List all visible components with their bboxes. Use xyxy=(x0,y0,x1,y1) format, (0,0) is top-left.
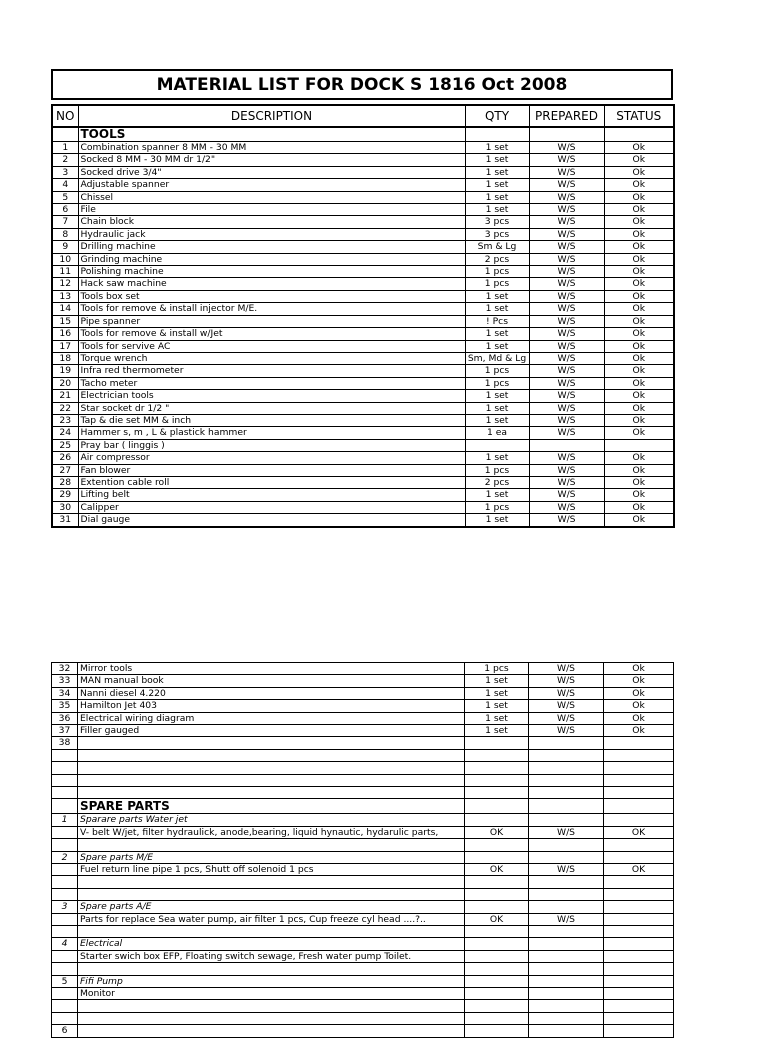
row-prepared: W/S xyxy=(529,266,604,278)
row-no: 28 xyxy=(52,476,78,488)
row-prepared: W/S xyxy=(529,328,604,340)
row-description: Mirror tools xyxy=(78,663,465,675)
row-description: Combination spanner 8 MM - 30 MM xyxy=(78,142,465,154)
spare-no: 3 xyxy=(52,901,78,913)
row-no: 36 xyxy=(52,712,78,724)
row-description: Polishing machine xyxy=(78,266,465,278)
row-qty: 1 pcs xyxy=(465,464,529,476)
table-row xyxy=(52,700,674,712)
empty-row xyxy=(52,749,674,761)
table-row xyxy=(52,464,674,476)
header-prepared: PREPARED xyxy=(529,105,604,127)
spare-item-row xyxy=(52,988,674,1000)
spare-no: 4 xyxy=(52,938,78,950)
row-status: Ok xyxy=(604,712,674,724)
spare-item-row xyxy=(52,913,674,925)
tools-continued-table xyxy=(51,662,674,1038)
row-prepared xyxy=(529,439,604,451)
table-row xyxy=(52,737,674,749)
row-no: 25 xyxy=(52,439,78,451)
row-prepared: W/S xyxy=(529,675,604,687)
row-qty: 1 pcs xyxy=(465,266,529,278)
row-description: Lifting belt xyxy=(78,489,465,501)
row-qty: 1 set xyxy=(465,390,529,402)
row-prepared: W/S xyxy=(529,712,604,724)
tools-body xyxy=(52,127,674,527)
row-prepared xyxy=(529,737,604,749)
header-row xyxy=(52,105,674,127)
header-no: NO xyxy=(52,105,78,127)
row-status: Ok xyxy=(604,179,674,191)
row-no: 2 xyxy=(52,154,78,166)
row-no: 12 xyxy=(52,278,78,290)
row-no: 27 xyxy=(52,464,78,476)
row-status: Ok xyxy=(604,687,674,699)
row-status: Ok xyxy=(604,700,674,712)
row-description: Star socket dr 1/2 " xyxy=(78,402,465,414)
row-qty: 3 pcs xyxy=(465,228,529,240)
table-row xyxy=(52,687,674,699)
row-prepared: W/S xyxy=(529,663,604,675)
row-status: Ok xyxy=(604,303,674,315)
row-no: 37 xyxy=(52,725,78,737)
spare-status: OK xyxy=(604,826,674,838)
table-row xyxy=(52,675,674,687)
row-description: File xyxy=(78,204,465,216)
row-qty: 1 set xyxy=(465,452,529,464)
row-description: Tools for servive AC xyxy=(78,340,465,352)
row-qty: 1 set xyxy=(465,191,529,203)
row-prepared: W/S xyxy=(529,303,604,315)
row-description: Chissel xyxy=(78,191,465,203)
spare-group-row xyxy=(52,1025,674,1037)
spare-no: 6 xyxy=(52,1025,78,1037)
row-description: Nanni diesel 4.220 xyxy=(78,687,465,699)
row-prepared: W/S xyxy=(529,390,604,402)
spare-title: Fifi Pump xyxy=(78,975,465,987)
row-no: 22 xyxy=(52,402,78,414)
row-no: 24 xyxy=(52,427,78,439)
table-row xyxy=(52,154,674,166)
spare-prepared: W/S xyxy=(529,826,604,838)
table-row xyxy=(52,191,674,203)
table-row xyxy=(52,253,674,265)
row-description: Hack saw machine xyxy=(78,278,465,290)
row-description: Tools for remove & install injector M/E. xyxy=(78,303,465,315)
table-row xyxy=(52,501,674,513)
spare-title: Sparare parts Water jet xyxy=(78,814,465,826)
header-description: DESCRIPTION xyxy=(78,105,465,127)
spare-desc: V- belt W/jet, filter hydraulick, anode,bearing, liquid hynautic, hydarulic parts, xyxy=(78,826,465,838)
row-prepared: W/S xyxy=(529,142,604,154)
spare-group-row xyxy=(52,938,674,950)
row-qty: 1 set xyxy=(465,204,529,216)
row-no: 33 xyxy=(52,675,78,687)
row-prepared: W/S xyxy=(529,514,604,527)
row-description: Tap & die set MM & inch xyxy=(78,414,465,426)
row-description: Dial gauge xyxy=(78,514,465,527)
row-qty: 1 set xyxy=(465,166,529,178)
spare-prepared: W/S xyxy=(529,913,604,925)
row-status: Ok xyxy=(604,228,674,240)
table-row xyxy=(52,489,674,501)
table-row xyxy=(52,241,674,253)
empty-row xyxy=(52,787,674,799)
table-row xyxy=(52,712,674,724)
empty-row xyxy=(52,774,674,786)
row-no: 7 xyxy=(52,216,78,228)
row-prepared: W/S xyxy=(529,489,604,501)
row-status: Ok xyxy=(604,352,674,364)
row-status: Ok xyxy=(604,663,674,675)
table-row xyxy=(52,365,674,377)
row-prepared: W/S xyxy=(529,464,604,476)
row-description: Electrician tools xyxy=(78,390,465,402)
row-no: 10 xyxy=(52,253,78,265)
spare-status: OK xyxy=(604,864,674,876)
row-prepared: W/S xyxy=(529,278,604,290)
row-no: 15 xyxy=(52,315,78,327)
row-qty: 1 set xyxy=(465,675,529,687)
row-prepared: W/S xyxy=(529,501,604,513)
row-status: Ok xyxy=(604,725,674,737)
spare-item-row xyxy=(52,864,674,876)
table-row xyxy=(52,179,674,191)
row-prepared: W/S xyxy=(529,179,604,191)
spare-desc: Monitor xyxy=(78,988,465,1000)
row-no: 14 xyxy=(52,303,78,315)
row-description: Adjustable spanner xyxy=(78,179,465,191)
table-row xyxy=(52,476,674,488)
row-status: Ok xyxy=(604,489,674,501)
row-qty xyxy=(465,737,529,749)
table-row xyxy=(52,340,674,352)
spare-no: 2 xyxy=(52,851,78,863)
row-prepared: W/S xyxy=(529,377,604,389)
row-qty: 1 pcs xyxy=(465,501,529,513)
row-description: Grinding machine xyxy=(78,253,465,265)
table-row xyxy=(52,352,674,364)
spare-qty: OK xyxy=(465,913,529,925)
row-status: Ok xyxy=(604,315,674,327)
row-status: Ok xyxy=(604,514,674,527)
row-qty: Sm & Lg xyxy=(465,241,529,253)
row-no: 29 xyxy=(52,489,78,501)
empty-row xyxy=(52,963,674,975)
row-qty: 3 pcs xyxy=(465,216,529,228)
row-no: 11 xyxy=(52,266,78,278)
row-no: 20 xyxy=(52,377,78,389)
row-qty: 1 set xyxy=(465,154,529,166)
row-description: Hydraulic jack xyxy=(78,228,465,240)
row-qty: ! Pcs xyxy=(465,315,529,327)
table-row xyxy=(52,663,674,675)
row-description: MAN manual book xyxy=(78,675,465,687)
spare-no: 5 xyxy=(52,975,78,987)
empty-row xyxy=(52,876,674,888)
row-status: Ok xyxy=(604,377,674,389)
row-prepared: W/S xyxy=(529,687,604,699)
row-status: Ok xyxy=(604,340,674,352)
row-qty: 1 ea xyxy=(465,427,529,439)
row-description: Tools box set xyxy=(78,290,465,302)
table-row xyxy=(52,328,674,340)
spare-group-row xyxy=(52,851,674,863)
row-prepared: W/S xyxy=(529,241,604,253)
row-prepared: W/S xyxy=(529,452,604,464)
table-row xyxy=(52,166,674,178)
table-row xyxy=(52,414,674,426)
row-description: Extention cable roll xyxy=(78,476,465,488)
empty-row xyxy=(52,1012,674,1024)
row-qty: 1 set xyxy=(465,514,529,527)
table-row xyxy=(52,439,674,451)
row-qty: 2 pcs xyxy=(465,476,529,488)
row-prepared: W/S xyxy=(529,315,604,327)
row-status: Ok xyxy=(604,476,674,488)
row-status: Ok xyxy=(604,328,674,340)
row-prepared: W/S xyxy=(529,700,604,712)
row-status: Ok xyxy=(604,501,674,513)
table-row xyxy=(52,290,674,302)
row-no: 34 xyxy=(52,687,78,699)
table-row xyxy=(52,427,674,439)
row-prepared: W/S xyxy=(529,352,604,364)
row-no: 21 xyxy=(52,390,78,402)
row-status: Ok xyxy=(604,390,674,402)
spare-desc: Starter swich box EFP, Floating switch sewage, Fresh water pump Toilet. xyxy=(78,950,465,962)
table-row xyxy=(52,204,674,216)
table-row xyxy=(52,402,674,414)
row-no: 8 xyxy=(52,228,78,240)
spare-item-row xyxy=(52,950,674,962)
row-status: Ok xyxy=(604,402,674,414)
tools-table xyxy=(51,104,675,528)
row-prepared: W/S xyxy=(529,725,604,737)
row-qty: 1 set xyxy=(465,179,529,191)
spare-title: Spare parts M/E xyxy=(78,851,465,863)
empty-row xyxy=(52,762,674,774)
table-row xyxy=(52,278,674,290)
table-row xyxy=(52,390,674,402)
row-prepared: W/S xyxy=(529,414,604,426)
row-description: Hammer s, m , L & plastick hammer xyxy=(78,427,465,439)
row-status: Ok xyxy=(604,427,674,439)
row-description: Infra red thermometer xyxy=(78,365,465,377)
empty-row xyxy=(52,1000,674,1012)
table-row xyxy=(52,725,674,737)
row-qty: 1 set xyxy=(465,303,529,315)
section-status-cell xyxy=(604,127,674,142)
row-status: Ok xyxy=(604,290,674,302)
row-qty: 1 set xyxy=(465,328,529,340)
spare-desc: Fuel return line pipe 1 pcs, Shutt off solenoid 1 pcs xyxy=(78,864,465,876)
row-description: Socked drive 3/4" xyxy=(78,166,465,178)
row-status xyxy=(604,439,674,451)
row-no: 19 xyxy=(52,365,78,377)
row-prepared: W/S xyxy=(529,365,604,377)
row-no: 16 xyxy=(52,328,78,340)
row-status: Ok xyxy=(604,452,674,464)
row-no: 32 xyxy=(52,663,78,675)
row-qty: 1 pcs xyxy=(465,278,529,290)
row-no: 31 xyxy=(52,514,78,527)
row-no: 1 xyxy=(52,142,78,154)
row-no: 38 xyxy=(52,737,78,749)
row-description: Electrical wiring diagram xyxy=(78,712,465,724)
section-tools-label: TOOLS xyxy=(78,127,465,142)
row-description: Hamilton Jet 403 xyxy=(78,700,465,712)
spare-parts-body xyxy=(52,749,674,1037)
row-description: Tacho meter xyxy=(78,377,465,389)
row-description: Calipper xyxy=(78,501,465,513)
row-qty: 1 set xyxy=(465,340,529,352)
row-status: Ok xyxy=(604,241,674,253)
row-description: Pipe spanner xyxy=(78,315,465,327)
section-prep-cell xyxy=(529,127,604,142)
row-prepared: W/S xyxy=(529,166,604,178)
row-prepared: W/S xyxy=(529,290,604,302)
row-qty: 1 pcs xyxy=(465,365,529,377)
row-prepared: W/S xyxy=(529,476,604,488)
row-no: 35 xyxy=(52,700,78,712)
row-no: 5 xyxy=(52,191,78,203)
spare-qty: OK xyxy=(465,864,529,876)
row-status: Ok xyxy=(604,166,674,178)
section-row xyxy=(52,799,674,814)
spare-group-row xyxy=(52,814,674,826)
row-description: Tools for remove & install w/Jet xyxy=(78,328,465,340)
row-description: Pray bar ( linggis ) xyxy=(78,439,465,451)
row-status: Ok xyxy=(604,464,674,476)
section-qty-cell xyxy=(465,127,529,142)
row-status: Ok xyxy=(604,204,674,216)
table-row xyxy=(52,303,674,315)
row-qty: 1 set xyxy=(465,700,529,712)
spare-qty: OK xyxy=(465,826,529,838)
row-description: Filler gauged xyxy=(78,725,465,737)
spare-prepared: W/S xyxy=(529,864,604,876)
row-qty: 1 set xyxy=(465,402,529,414)
section-row xyxy=(52,127,674,142)
row-no: 13 xyxy=(52,290,78,302)
spare-no: 1 xyxy=(52,814,78,826)
table-row xyxy=(52,315,674,327)
row-qty: 1 set xyxy=(465,687,529,699)
row-description: Socked 8 MM - 30 MM dr 1/2" xyxy=(78,154,465,166)
tools2-body xyxy=(52,663,674,750)
row-status: Ok xyxy=(604,365,674,377)
row-qty: Sm, Md & Lg xyxy=(465,352,529,364)
table-row xyxy=(52,377,674,389)
row-prepared: W/S xyxy=(529,191,604,203)
row-no: 23 xyxy=(52,414,78,426)
empty-row xyxy=(52,888,674,900)
spare-item-row xyxy=(52,826,674,838)
row-status: Ok xyxy=(604,278,674,290)
table-row xyxy=(52,514,674,527)
row-description: Drilling machine xyxy=(78,241,465,253)
row-description: Chain block xyxy=(78,216,465,228)
spare-title: Spare parts A/E xyxy=(78,901,465,913)
row-status: Ok xyxy=(604,675,674,687)
row-description: Fan blower xyxy=(78,464,465,476)
section-spare-label: SPARE PARTS xyxy=(78,799,465,814)
row-qty: 2 pcs xyxy=(465,253,529,265)
row-prepared: W/S xyxy=(529,253,604,265)
row-prepared: W/S xyxy=(529,216,604,228)
row-prepared: W/S xyxy=(529,427,604,439)
section-no-cell xyxy=(52,127,78,142)
spare-group-row xyxy=(52,975,674,987)
row-qty: 1 set xyxy=(465,725,529,737)
row-status: Ok xyxy=(604,191,674,203)
row-description xyxy=(78,737,465,749)
row-no: 30 xyxy=(52,501,78,513)
row-status: Ok xyxy=(604,414,674,426)
row-qty xyxy=(465,439,529,451)
document-title: MATERIAL LIST FOR DOCK S 1816 Oct 2008 xyxy=(51,69,673,100)
header-qty: QTY xyxy=(465,105,529,127)
row-status: Ok xyxy=(604,266,674,278)
row-prepared: W/S xyxy=(529,402,604,414)
spare-title: Electrical xyxy=(78,938,465,950)
row-status: Ok xyxy=(604,216,674,228)
row-no: 26 xyxy=(52,452,78,464)
row-no: 18 xyxy=(52,352,78,364)
row-status xyxy=(604,737,674,749)
table-row xyxy=(52,228,674,240)
spare-group-row xyxy=(52,901,674,913)
row-no: 6 xyxy=(52,204,78,216)
row-no: 17 xyxy=(52,340,78,352)
spare-desc: Parts for replace Sea water pump, air filter 1 pcs, Cup freeze cyl head ....?.. xyxy=(78,913,465,925)
row-no: 9 xyxy=(52,241,78,253)
row-status: Ok xyxy=(604,253,674,265)
row-qty: 1 pcs xyxy=(465,663,529,675)
row-no: 4 xyxy=(52,179,78,191)
table-row xyxy=(52,216,674,228)
table-row xyxy=(52,142,674,154)
row-no: 3 xyxy=(52,166,78,178)
header-status: STATUS xyxy=(604,105,674,127)
row-description: Air compressor xyxy=(78,452,465,464)
row-qty: 1 set xyxy=(465,489,529,501)
row-status: Ok xyxy=(604,154,674,166)
row-prepared: W/S xyxy=(529,340,604,352)
row-qty: 1 set xyxy=(465,712,529,724)
table-row xyxy=(52,266,674,278)
row-qty: 1 set xyxy=(465,142,529,154)
empty-row xyxy=(52,926,674,938)
row-prepared: W/S xyxy=(529,228,604,240)
table-row xyxy=(52,452,674,464)
row-qty: 1 set xyxy=(465,290,529,302)
row-qty: 1 pcs xyxy=(465,377,529,389)
row-description: Torque wrench xyxy=(78,352,465,364)
row-prepared: W/S xyxy=(529,204,604,216)
empty-row xyxy=(52,839,674,851)
row-qty: 1 set xyxy=(465,414,529,426)
row-status: Ok xyxy=(604,142,674,154)
row-prepared: W/S xyxy=(529,154,604,166)
